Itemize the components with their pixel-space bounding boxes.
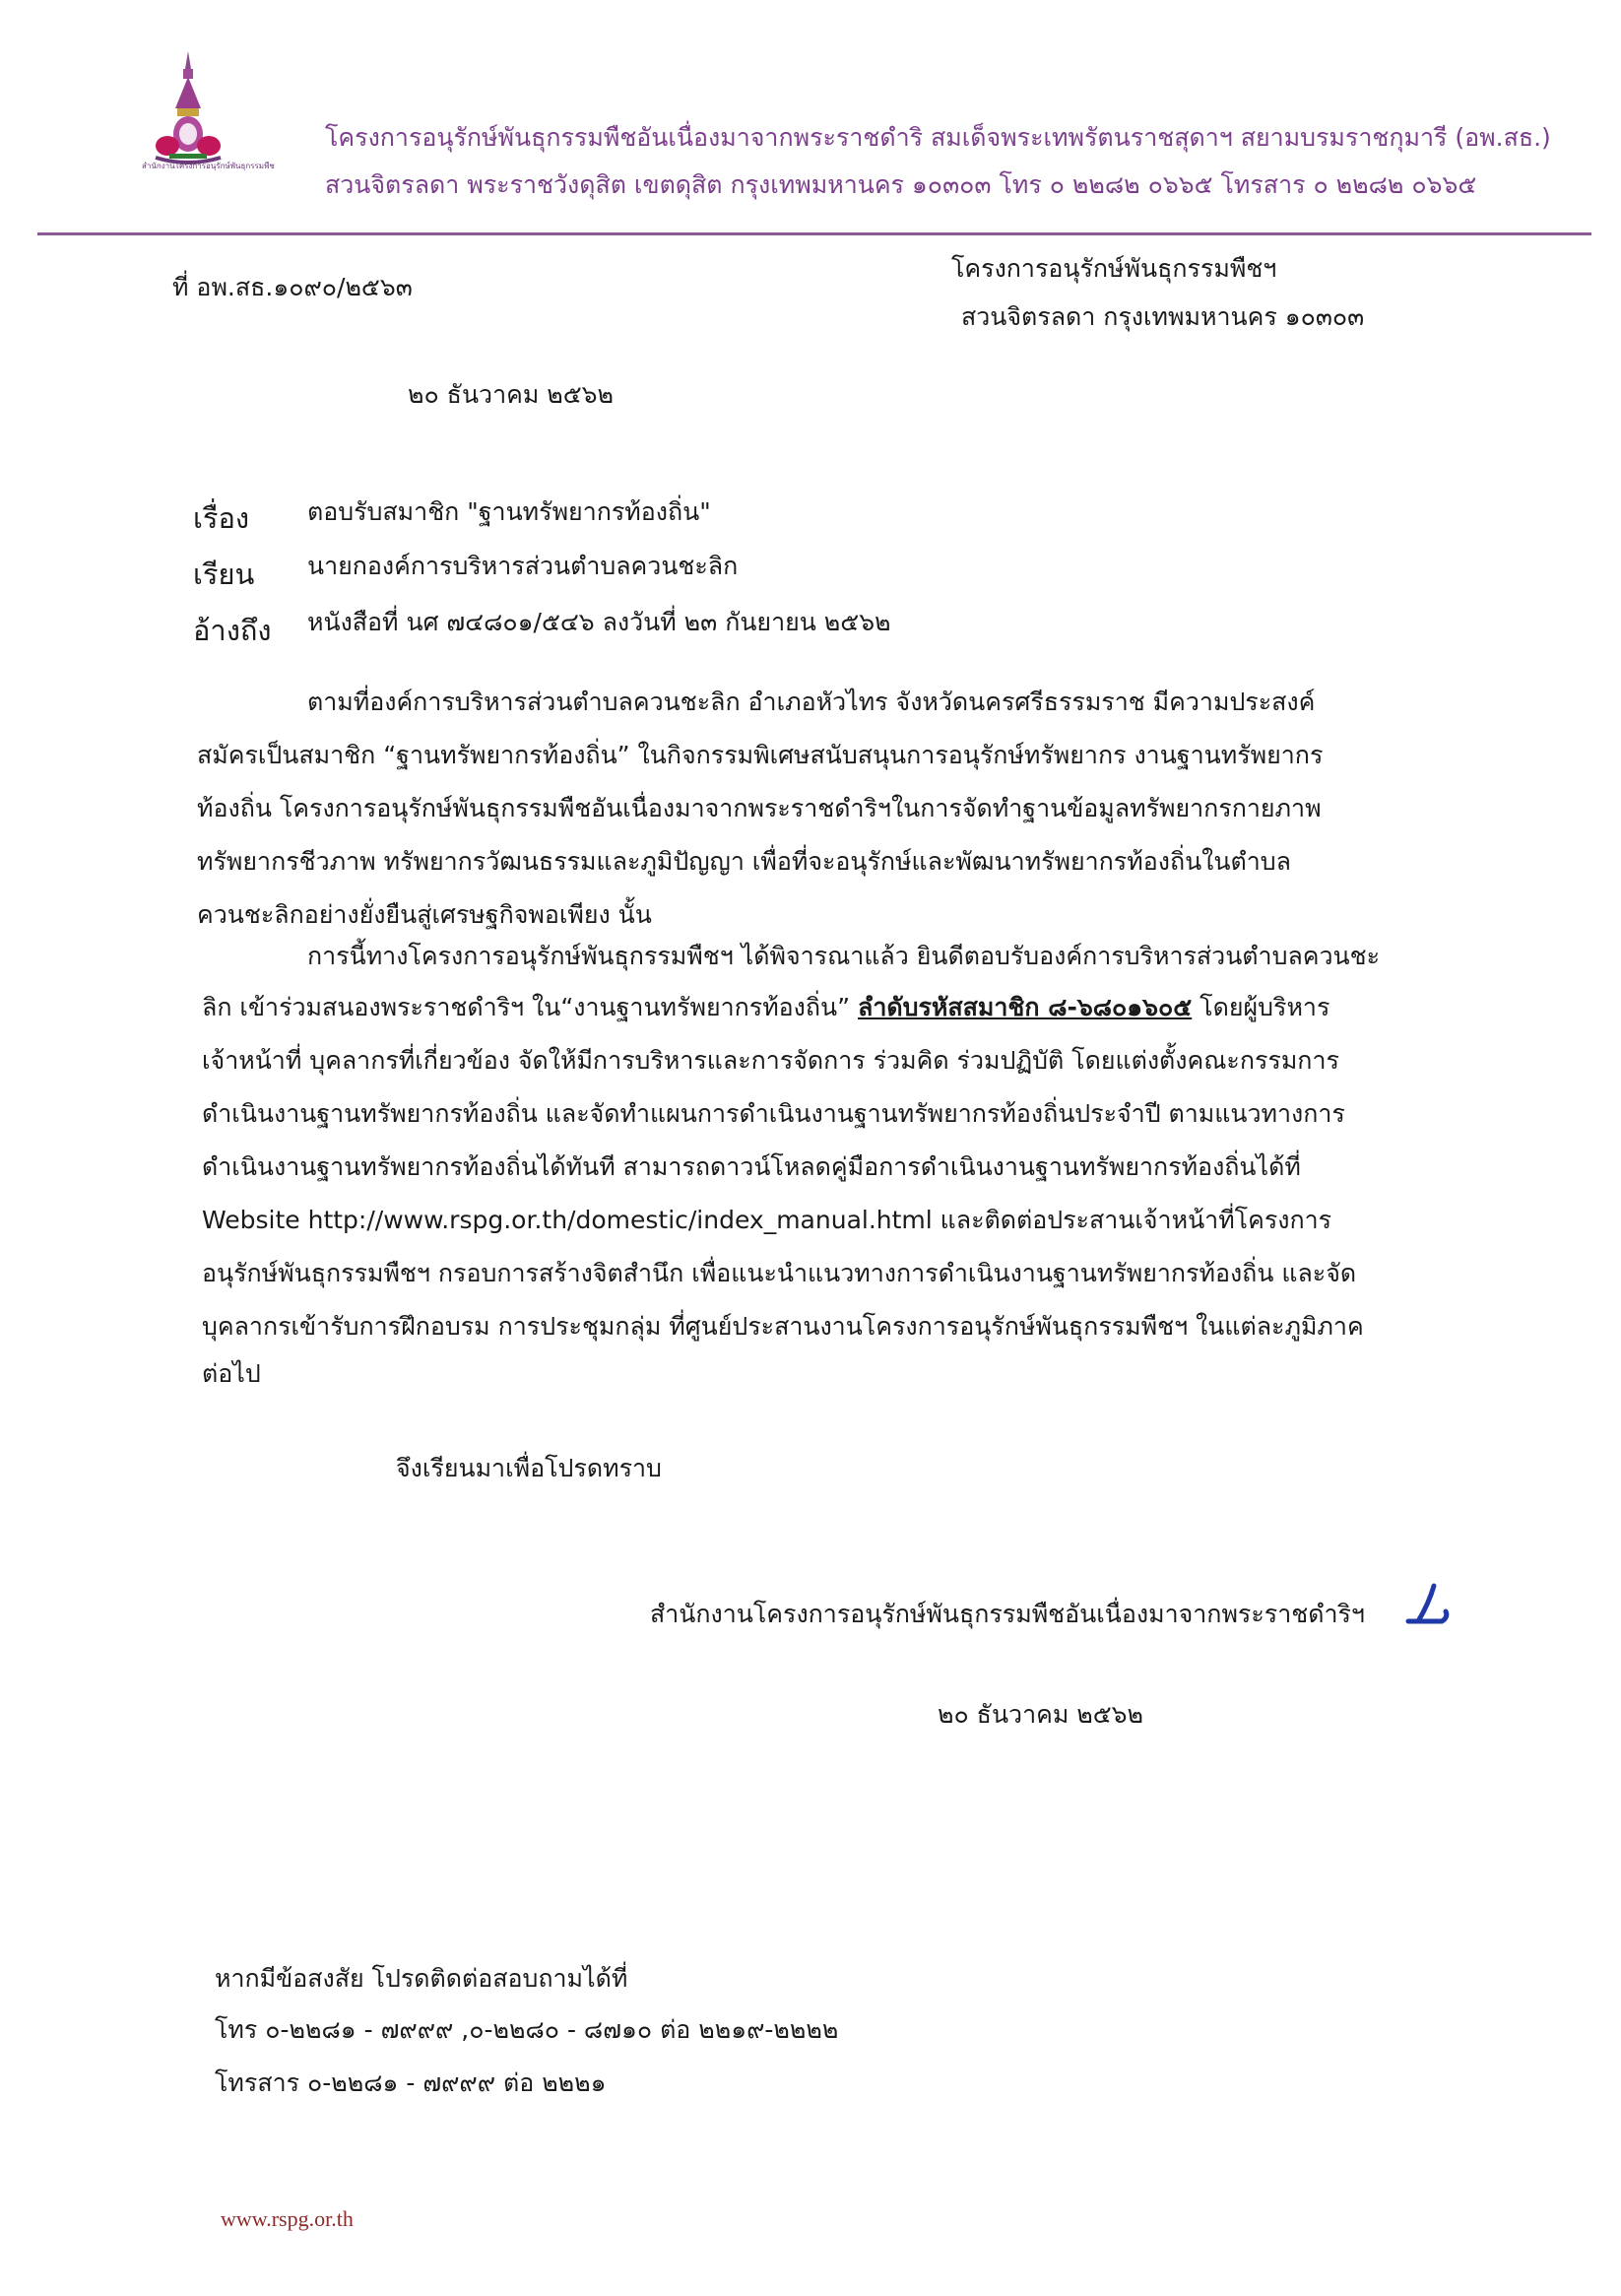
recipient-text: นายกองค์การบริหารส่วนตำบลควนชะลิก <box>307 552 739 580</box>
footer-website-link[interactable]: www.rspg.or.th <box>221 2206 354 2231</box>
paragraph-2-line: ต่อไป <box>202 1359 261 1388</box>
contact-heading: หากมีข้อสงสัย โปรดติดต่อสอบถามได้ที่ <box>215 1964 628 1993</box>
paragraph-2-line: เจ้าหน้าที่ บุคลากรที่เกี่ยวข้อง จัดให้มีการบริหารและการจัดการ ร่วมคิด ร่วมปฏิบัติ โดยแต่งตั้งคณะกรรมการ <box>202 1046 1339 1075</box>
paragraph-2-line: บุคลากรเข้ารับการฝึกอบรม การประชุมกลุ่ม ที่ศูนย์ประสานงานโครงการอนุรักษ์พันธุกรรมพืชฯ ในแต่ละภูมิภาค <box>202 1312 1364 1341</box>
subject-text: ตอบรับสมาชิก "ฐานทรัพยากรท้องถิ่น" <box>307 497 711 526</box>
paragraph-1-line: ทรัพยากรชีวภาพ ทรัพยากรวัฒนธรรมและภูมิปัญญา เพื่อที่จะอนุรักษ์และพัฒนาทรัพยากรท้องถิ่นในตำบล <box>197 847 1291 876</box>
paragraph-2-line: อนุรักษ์พันธุกรรมพืชฯ กรอบการสร้างจิตสำนึก เพื่อแนะนำแนวทางการดำเนินงานฐานทรัพยากรท้องถิ่น และจัด <box>202 1259 1357 1287</box>
header-divider <box>37 232 1591 235</box>
header-address: สวนจิตรลดา พระราชวังดุสิต เขตดุสิต กรุงเทพมหานคร ๑๐๓๐๓ โทร ๐ ๒๒๘๒ ๐๖๖๕ โทรสาร ๐ ๒๒๘๒ ๐๖๖๕ <box>325 170 1477 199</box>
sender-name: โครงการอนุรักษ์พันธุกรรมพืชฯ <box>951 254 1277 283</box>
paragraph-1-line: ควนชะลิกอย่างยั่งยืนสู่เศรษฐกิจพอเพียง นั้น <box>197 900 652 929</box>
paragraph-1-line: สมัครเป็นสมาชิก “ฐานทรัพยากรท้องถิ่น” ในกิจกรรมพิเศษสนับสนุนการอนุรักษ์ทรัพยากร งานฐานทรัพยากร <box>197 741 1324 769</box>
reference-label: อ้างถึง <box>193 614 272 647</box>
sender-address: สวนจิตรลดา กรุงเทพมหานคร ๑๐๓๐๓ <box>961 302 1365 331</box>
header-org-name: โครงการอนุรักษ์พันธุกรรมพืชอันเนื่องมาจากพระราชดำริ สมเด็จพระเทพรัตนราชสุดาฯ สยามบรมราชกุมารี (อพ.สธ.) <box>325 123 1551 152</box>
paragraph-1-line: ตามที่องค์การบริหารส่วนตำบลควนชะลิก อำเภอหัวไทร จังหวัดนครศรีธรรมราช มีความประสงค์ <box>307 688 1316 716</box>
logo-caption: สำนักงานโครงการอนุรักษ์พันธุกรรมพืช <box>142 162 275 170</box>
reference-number: ที่ อพ.สธ.๑๐๙๐/๒๕๖๓ <box>172 273 413 301</box>
paragraph-2-line: การนี้ทางโครงการอนุรักษ์พันธุกรรมพืชฯ ได้พิจารณาแล้ว ยินดีตอบรับองค์การบริหารส่วนตำบลควนชะ <box>307 942 1381 970</box>
recipient-label: เรียน <box>193 558 255 591</box>
paragraph-2-line: ดำเนินงานฐานทรัพยากรท้องถิ่นได้ทันที สามารถดาวน์โหลดคู่มือการดำเนินงานฐานทรัพยากรท้องถิ่นได้ที่ <box>202 1152 1301 1181</box>
website-line: Website http://www.rspg.or.th/domestic/index_manual.html และติดต่อประสานเจ้าหน้าที่โครงการ <box>202 1206 1332 1234</box>
rspg-emblem-icon <box>142 51 275 181</box>
reference-text: หนังสือที่ นศ ๗๔๘๐๑/๕๔๖ ลงวันที่ ๒๓ กันยายน ๒๕๖๒ <box>307 608 891 636</box>
signature-date: ๒๐ ธันวาคม ๒๕๖๒ <box>938 1700 1144 1729</box>
paragraph-2-line: ลิก เข้าร่วมสนองพระราชดำริฯ ใน“งานฐานทรัพยากรท้องถิ่น” ลำดับรหัสสมาชิก ๘-๖๘๐๑๖๐๕ โดยผู้บริหาร <box>202 993 1330 1021</box>
member-code: ลำดับรหัสสมาชิก ๘-๖๘๐๑๖๐๕ <box>858 993 1193 1021</box>
letter-date: ๒๐ ธันวาคม ๒๕๖๒ <box>408 380 615 409</box>
paragraph-1-line: ท้องถิ่น โครงการอนุรักษ์พันธุกรรมพืชอันเนื่องมาจากพระราชดำริฯในการจัดทำฐานข้อมูลทรัพยากรกายภาพ <box>197 794 1322 822</box>
contact-fax: โทรสาร ๐-๒๒๘๑ - ๗๙๙๙ ต่อ ๒๒๒๑ <box>215 2068 607 2097</box>
paragraph-2-line: ดำเนินงานฐานทรัพยากรท้องถิ่น และจัดทำแผนการดำเนินงานฐานทรัพยากรท้องถิ่นประจำปี ตามแนวทางการ <box>202 1099 1345 1128</box>
contact-phone: โทร ๐-๒๒๘๑ - ๗๙๙๙ ,๐-๒๒๘๐ - ๘๗๑๐ ต่อ ๒๒๑๙-๒๒๒๒ <box>215 2015 839 2044</box>
signature-office: สำนักงานโครงการอนุรักษ์พันธุกรรมพืชอันเนื่องมาจากพระราชดำริฯ <box>650 1600 1365 1628</box>
subject-label: เรื่อง <box>193 501 250 535</box>
closing-line: จึงเรียนมาเพื่อโปรดทราบ <box>396 1454 662 1482</box>
signature-mark-icon <box>1402 1582 1459 1639</box>
